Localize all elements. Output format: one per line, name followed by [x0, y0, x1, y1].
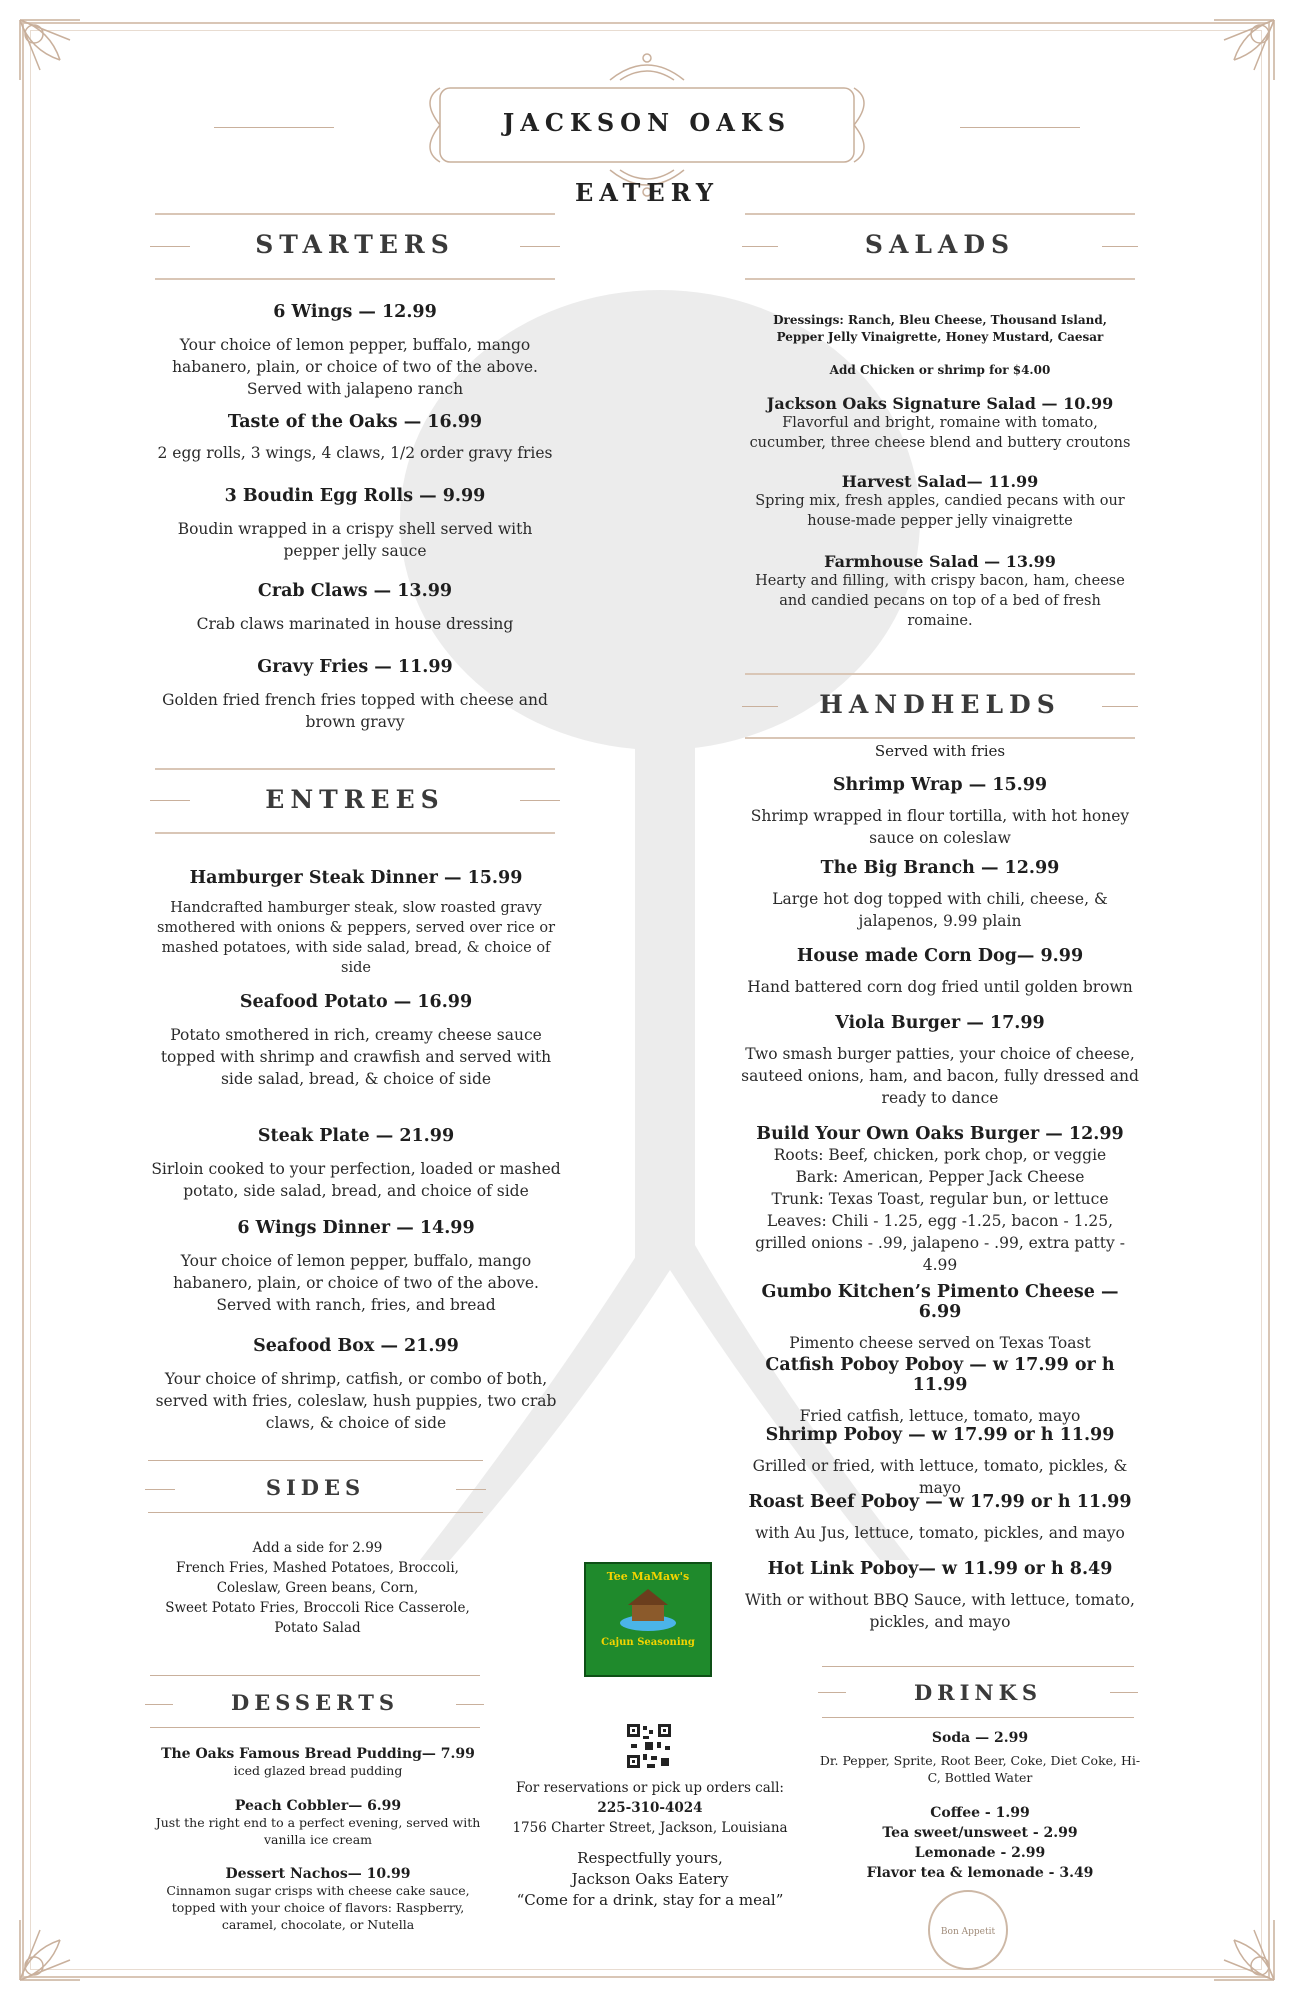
entrees-bottom-rule: [155, 832, 555, 834]
sides-side-rule-right: [456, 1489, 486, 1490]
salads-addon: Add Chicken or shrimp for $4.00: [829, 363, 1051, 377]
desserts-bottom-rule: [150, 1727, 480, 1728]
menu-item: [748, 472, 1132, 552]
menu-item: [740, 1124, 1140, 1282]
menu-item: [740, 946, 1140, 1013]
menu-item: [148, 1336, 564, 1434]
item-name: 3 Boudin Egg Rolls — 9.99: [224, 486, 486, 506]
desserts-title: DESSERTS: [231, 1690, 399, 1715]
entrees-list: [148, 868, 564, 1434]
menu-item: [740, 1492, 1140, 1559]
item-name: The Oaks Famous Bread Pudding— 7.99: [161, 1746, 475, 1762]
cabin-icon: [618, 1583, 678, 1633]
drinks-side-rule-right: [1110, 1692, 1138, 1693]
item-desc: Flavorful and bright, romaine with tomato, cucumber, three cheese blend and buttery croutons: [749, 415, 1131, 451]
item-name: Shrimp Poboy — w 17.99 or h 11.99: [765, 1425, 1115, 1445]
footer-info: [510, 1778, 790, 1911]
corner-ornament-top-left: [10, 10, 100, 100]
title-box: [438, 88, 856, 207]
salads-list: [748, 394, 1132, 631]
handhelds-bottom-rule: [745, 737, 1135, 739]
menu-item: [150, 486, 560, 581]
logo-bottom-text: Cajun Seasoning: [601, 1637, 695, 1648]
item-name: Gravy Fries — 11.99: [257, 657, 453, 677]
drinks-other: [815, 1803, 1145, 1883]
item-desc: Cinnamon sugar crisps with cheese cake sauce, topped with your choice of flavors: Raspberry, caramel, chocolate, or Nutella: [166, 1883, 470, 1932]
corner-ornament-bottom-left: [10, 1900, 100, 1990]
salads-title: SALADS: [864, 230, 1016, 259]
address: 1756 Charter Street, Jackson, Louisiana: [512, 1820, 788, 1836]
item-desc: Hand battered corn dog fried until golden brown: [747, 978, 1133, 996]
item-desc: Two smash burger patties, your choice of cheese, sauteed onions, ham, and bacon, fully dressed and ready to dance: [741, 1045, 1139, 1107]
menu-item: [150, 412, 560, 486]
item-desc: Crab claws marinated in house dressing: [196, 615, 514, 633]
item-desc: Just the right end to a perfect evening, served with vanilla ice cream: [155, 1815, 481, 1847]
menu-item: [150, 657, 560, 733]
item-desc: Spring mix, fresh apples, candied pecans with our house-made pepper jelly vinaigrette: [755, 493, 1125, 529]
sides-text: [145, 1538, 490, 1638]
item-name: Hamburger Steak Dinner — 15.99: [189, 868, 523, 888]
entrees-top-rule: [155, 768, 555, 770]
item-desc: Potato smothered in rich, creamy cheese sauce topped with shrimp and crawfish and served with side salad, bread, & choice of side: [160, 1026, 552, 1088]
signature-line: Jackson Oaks Eatery: [571, 1870, 729, 1888]
sides-side-rule-left: [145, 1489, 175, 1490]
desserts-side-rule-left: [145, 1704, 173, 1705]
item-desc: iced glazed bread pudding: [233, 1763, 403, 1778]
starters-bottom-rule: [155, 278, 555, 280]
handhelds-top-rule: [745, 673, 1135, 675]
salads-bottom-rule: [745, 278, 1135, 280]
qr-code-icon[interactable]: [625, 1722, 673, 1770]
menu-item: [748, 394, 1132, 472]
item-desc: Roots: Beef, chicken, pork chop, or veggie Bark: American, Pepper Jack Cheese Trunk: Texas Toast, regular bun, or lettuce Leaves: Chili - 1.25, egg -1.25, bacon - 1.25, grilled onions - .99, jalapeno - .99, extra patty - 4.99: [755, 1146, 1125, 1274]
item-name: Roast Beef Poboy — w 17.99 or h 11.99: [748, 1492, 1132, 1512]
menu-item: [740, 858, 1140, 946]
item-name: 6 Wings Dinner — 14.99: [237, 1218, 475, 1238]
menu-item: [148, 1866, 488, 1933]
item-name: Build Your Own Oaks Burger — 12.99: [756, 1124, 1124, 1144]
sides-bottom-rule: [148, 1512, 483, 1513]
item-desc: Shrimp wrapped in flour tortilla, with hot honey sauce on coleslaw: [750, 807, 1130, 847]
drinks-side-rule-left: [818, 1692, 846, 1693]
item-name: The Big Branch — 12.99: [820, 858, 1060, 878]
drinks-bottom-rule: [822, 1717, 1134, 1718]
item-desc: Fried catfish, lettuce, tomato, mayo: [799, 1407, 1081, 1425]
item-name: Harvest Salad— 11.99: [841, 472, 1039, 491]
item-name: House made Corn Dog— 9.99: [796, 946, 1084, 966]
item-desc: 2 egg rolls, 3 wings, 4 claws, 1/2 order gravy fries: [157, 444, 553, 462]
drink-item: Lemonade - 2.99: [914, 1845, 1046, 1861]
menu-item: [740, 1559, 1140, 1633]
item-name: Hot Link Poboy— w 11.99 or h 8.49: [767, 1559, 1113, 1579]
drinks-title: DRINKS: [913, 1680, 1043, 1705]
menu-item: [148, 868, 564, 992]
item-desc: Golden fried french fries topped with cheese and brown gravy: [162, 691, 548, 731]
item-desc: with Au Jus, lettuce, tomato, pickles, and mayo: [755, 1524, 1125, 1542]
desserts-side-rule-right: [456, 1704, 484, 1705]
menu-item: [148, 992, 564, 1126]
tagline: “Come for a drink, stay for a meal”: [516, 1891, 784, 1909]
item-desc: Your choice of lemon pepper, buffalo, mango habanero, plain, or choice of two of the above. Served with jalapeno ranch: [172, 336, 538, 398]
item-desc: Pimento cheese served on Texas Toast: [789, 1334, 1091, 1352]
menu-item: [148, 1798, 488, 1866]
item-desc: Boudin wrapped in a crispy shell served with pepper jelly sauce: [177, 520, 533, 560]
item-name: Dessert Nachos— 10.99: [225, 1866, 411, 1882]
item-desc: Hearty and filling, with crispy bacon, ham, cheese and candied pecans on top of a bed of fresh romaine.: [755, 573, 1125, 629]
menu-item: [148, 1126, 564, 1218]
menu-item: [148, 1746, 488, 1798]
drinks-top-rule: [822, 1666, 1134, 1667]
starters-list: [150, 302, 560, 733]
menu-item: [740, 775, 1140, 858]
item-name: Seafood Potato — 16.99: [239, 992, 473, 1012]
item-desc: Handcrafted hamburger steak, slow roasted gravy smothered with onions & peppers, served over rice or mashed potatoes, with side salad, bread, & choice of side: [156, 900, 556, 976]
item-name: Seafood Box — 21.99: [253, 1336, 459, 1356]
corner-ornament-top-right: [1194, 10, 1284, 100]
item-name: Farmhouse Salad — 13.99: [824, 552, 1056, 571]
seasoning-logo: [584, 1562, 712, 1677]
item-desc: Large hot dog topped with chili, cheese, & jalapenos, 9.99 plain: [772, 890, 1108, 930]
item-name: Gumbo Kitchen’s Pimento Cheese — 6.99: [761, 1282, 1119, 1322]
item-name: Viola Burger — 17.99: [835, 1013, 1045, 1033]
menu-item: [740, 1013, 1140, 1124]
item-name: Steak Plate — 21.99: [257, 1126, 455, 1146]
menu-item: [148, 1218, 564, 1336]
drinks-list: [815, 1730, 1145, 1883]
handhelds-list: [740, 775, 1140, 1633]
corner-ornament-bottom-right: [1194, 1900, 1284, 1990]
starters-top-rule: [155, 213, 555, 215]
title-rule-right: [960, 127, 1080, 128]
entrees-title: ENTREES: [265, 785, 445, 814]
drink-item: Flavor tea & lemonade - 3.49: [866, 1865, 1094, 1881]
sides-title: SIDES: [265, 1475, 366, 1500]
signature-line: Respectfully yours,: [577, 1849, 723, 1867]
restaurant-name: JACKSON OAKS EATERY: [502, 108, 792, 207]
salads-dressings: Dressings: Ranch, Bleu Cheese, Thousand Island, Pepper Jelly Vinaigrette, Honey Mustard, Caesar: [773, 313, 1107, 344]
menu-item: [740, 1282, 1140, 1355]
item-name: Peach Cobbler— 6.99: [234, 1798, 402, 1814]
item-desc: Your choice of lemon pepper, buffalo, mango habanero, plain, or choice of two of the above. Served with ranch, fries, and bread: [173, 1252, 539, 1314]
item-name: Taste of the Oaks — 16.99: [227, 412, 483, 432]
sides-top-rule: [148, 1460, 483, 1461]
sides-line: French Fries, Mashed Potatoes, Broccoli, Coleslaw, Green beans, Corn,: [176, 1560, 459, 1596]
drink-item: Coffee - 1.99: [930, 1805, 1030, 1821]
item-desc: With or without BBQ Sauce, with lettuce, tomato, pickles, and mayo: [745, 1591, 1135, 1631]
item-name: Shrimp Wrap — 15.99: [832, 775, 1048, 795]
drink-soda: Soda — 2.99: [931, 1730, 1029, 1746]
item-name: Catfish Poboy Poboy — w 17.99 or h 11.99: [765, 1355, 1115, 1395]
item-name: Crab Claws — 13.99: [257, 581, 453, 601]
item-desc: Your choice of shrimp, catfish, or combo of both, served with fries, coleslaw, hush puppies, two crab claws, & choice of side: [155, 1370, 557, 1432]
drink-item: Tea sweet/unsweet - 2.99: [882, 1825, 1078, 1841]
menu-item: [150, 581, 560, 657]
starters-title: STARTERS: [255, 230, 455, 259]
drink-soda-desc: Dr. Pepper, Sprite, Root Beer, Coke, Diet Coke, Hi-C, Bottled Water: [819, 1753, 1141, 1785]
menu-item: [740, 1355, 1140, 1425]
desserts-top-rule: [150, 1675, 480, 1676]
item-desc: Sirloin cooked to your perfection, loaded or mashed potato, side salad, bread, and choice of side: [151, 1160, 561, 1200]
item-name: Jackson Oaks Signature Salad — 10.99: [766, 394, 1114, 413]
menu-item: [150, 302, 560, 412]
desserts-list: [148, 1746, 488, 1933]
sides-line: Sweet Potato Fries, Broccoli Rice Casserole, Potato Salad: [165, 1600, 470, 1636]
menu-item: [740, 1425, 1140, 1497]
sides-line: Add a side for 2.99: [252, 1540, 383, 1556]
phone-number[interactable]: 225-310-4024: [597, 1800, 703, 1816]
handhelds-note: Served with fries: [874, 742, 1006, 760]
bon-appetit-stamp: [928, 1890, 1008, 1970]
handhelds-title: HANDHELDS: [819, 690, 1061, 719]
item-name: 6 Wings — 12.99: [273, 302, 437, 322]
signature: [510, 1848, 790, 1911]
item-desc: Grilled or fried, with lettuce, tomato, pickles, & mayo: [752, 1457, 1128, 1497]
stamp-text: Bon Appetit: [940, 1927, 996, 1937]
menu-item: [748, 552, 1132, 631]
title-rule-left: [214, 127, 334, 128]
salads-top-rule: [745, 213, 1135, 215]
reservation-text: For reservations or pick up orders call:: [516, 1780, 784, 1796]
logo-top-text: Tee MaMaw's: [606, 1570, 690, 1583]
